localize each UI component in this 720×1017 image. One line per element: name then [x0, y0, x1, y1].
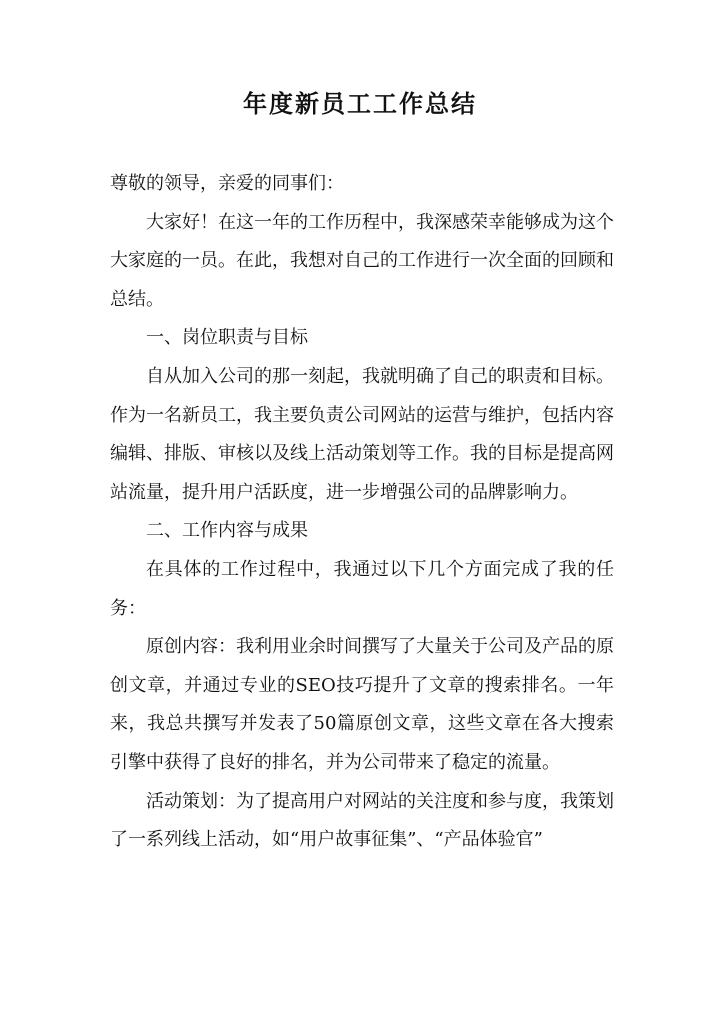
document-body — [110, 165, 614, 860]
paragraph-greeting: 大家好！在这一年的工作历程中，我深感荣幸能够成为这个大家庭的一员。在此，我想对自己的工作进行一次全面的回顾和总结。 — [110, 211, 614, 310]
section-heading-duties: 一、岗位职责与目标 — [146, 327, 308, 349]
paragraph-work-intro: 在具体的工作过程中，我通过以下几个方面完成了我的任务： — [110, 558, 614, 619]
paragraph-event-planning: 活动策划：为了提高用户对网站的关注度和参与度，我策划了一系列线上活动，如“用户故事征集”、“产品体验官” — [110, 790, 614, 851]
paragraph-duties: 自从加入公司的那一刻起，我就明确了自己的职责和目标。作为一名新员工，我主要负责公司网站的运营与维护，包括内容编辑、排版、审核以及线上活动策划等工作。我的目标是提高网站流量，提升用户活跃度，进一步增强公司的品牌影响力。 — [110, 365, 614, 503]
salutation: 尊敬的领导，亲爱的同事们： — [110, 173, 344, 194]
document-title: 年度新员工工作总结 — [243, 89, 477, 118]
section-heading-work: 二、工作内容与成果 — [146, 520, 308, 542]
paragraph-original-content: 原创内容：我利用业余时间撰写了大量关于公司及产品的原创文章，并通过专业的SEO技巧提升了文章的搜索排名。一年来，我总共撰写并发表了50篇原创文章，这些文章在各大搜索引擎中获得了良好的排名，并为公司带来了稳定的流量。 — [110, 636, 614, 773]
